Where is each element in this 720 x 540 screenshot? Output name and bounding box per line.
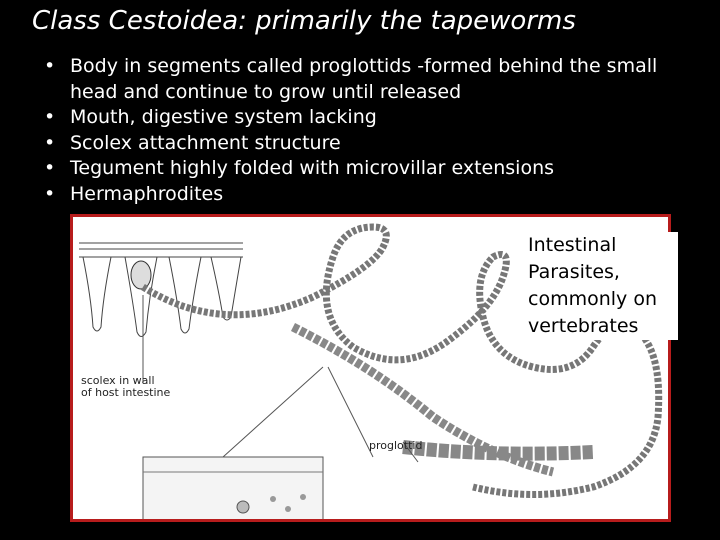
caption-line: Parasites, <box>528 261 620 283</box>
bullet-item <box>44 54 704 105</box>
caption-line: Intestinal <box>528 234 617 256</box>
bullet-item <box>44 131 704 157</box>
figure-caption <box>528 232 678 340</box>
bullet-icon: • <box>44 131 56 154</box>
bullet-text: Body in segments called proglottids -formed behind the small head and continue to grow until released <box>70 55 658 103</box>
bullet-list <box>44 54 704 207</box>
bullet-text: Mouth, digestive system lacking <box>70 106 377 128</box>
bullet-icon: • <box>44 55 56 77</box>
bullet-icon: • <box>44 182 56 205</box>
scolex-drawing <box>131 261 151 289</box>
bullet-text: Tegument highly folded with microvillar extensions <box>70 157 555 179</box>
scolex-label-1: scolex in wall <box>81 374 155 387</box>
bullet-item <box>44 182 704 208</box>
bullet-text: Scolex attachment structure <box>70 131 341 154</box>
caption-line: vertebrates <box>528 315 639 337</box>
bullet-item <box>44 105 704 131</box>
scolex-label-2: of host intestine <box>81 386 171 399</box>
bullet-icon: • <box>44 157 56 179</box>
inset-drawing <box>143 367 373 519</box>
intestine-wall-drawing <box>79 243 243 337</box>
caption-line: commonly on <box>528 288 657 310</box>
bullet-icon: • <box>44 106 56 128</box>
bullet-text: Hermaphrodites <box>70 182 224 205</box>
slide-title: Class Cestoidea: primarily the tapeworms <box>32 6 576 36</box>
bullet-item <box>44 156 704 182</box>
proglottid-label: proglottid <box>369 439 423 452</box>
